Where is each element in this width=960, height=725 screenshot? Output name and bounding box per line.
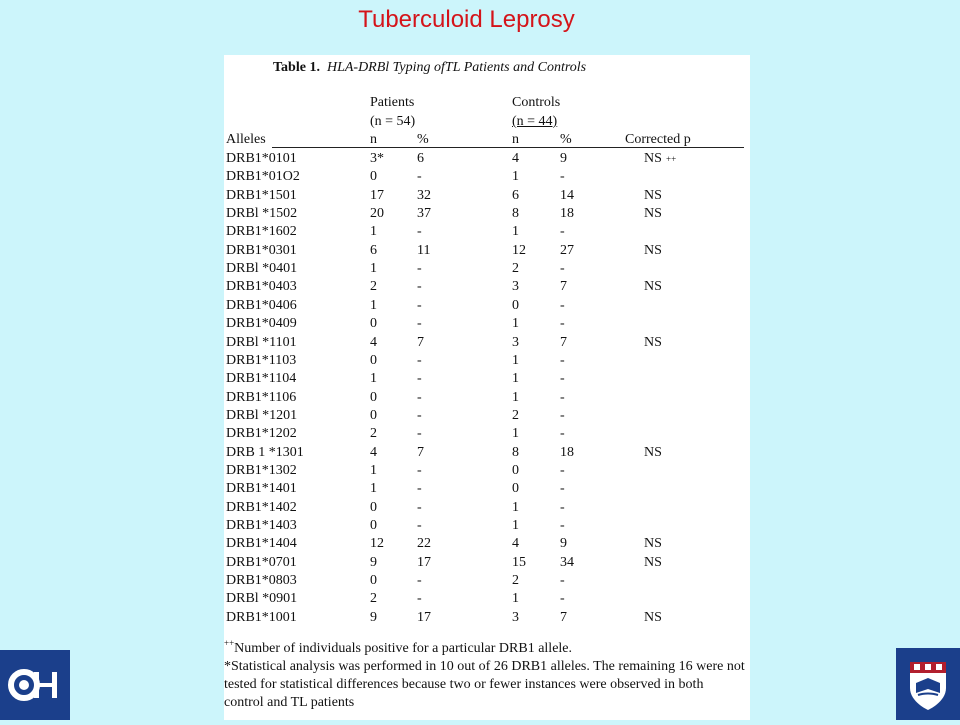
controls-n-cell: 2 bbox=[512, 261, 519, 277]
controls-pct-cell: 34 bbox=[560, 554, 574, 570]
allele-cell: DRB1*1402 bbox=[226, 499, 297, 515]
patients-pct-cell: - bbox=[417, 426, 422, 442]
allele-cell: DRB1*1501 bbox=[226, 187, 297, 203]
allele-cell: DRB 1 *1301 bbox=[226, 444, 304, 460]
corrected-p-header: Corrected p bbox=[625, 132, 691, 147]
patients-pct-cell: 7 bbox=[417, 334, 424, 350]
corrected-p-cell: NS bbox=[644, 279, 662, 295]
allele-cell: DRB1*1106 bbox=[226, 389, 297, 405]
patients-pct-cell: - bbox=[417, 169, 422, 185]
table-row bbox=[224, 261, 750, 279]
controls-n-cell: 4 bbox=[512, 151, 519, 166]
controls-n-cell: 2 bbox=[512, 407, 519, 423]
allele-cell: DRB1*0301 bbox=[226, 242, 297, 258]
controls-n-cell: 8 bbox=[512, 444, 519, 460]
allele-cell: DRBl *0401 bbox=[226, 261, 298, 277]
table-document bbox=[224, 55, 750, 720]
allele-cell: DRB1*0101 bbox=[226, 151, 297, 166]
patients-pct-cell: 17 bbox=[417, 609, 431, 625]
patients-pct-cell: - bbox=[417, 389, 422, 405]
patients-n-cell: 4 bbox=[370, 334, 377, 350]
table-row bbox=[224, 573, 750, 591]
controls-n-cell: 1 bbox=[512, 389, 519, 405]
controls-n-cell: 1 bbox=[512, 316, 519, 332]
controls-n-cell: 3 bbox=[512, 609, 519, 625]
patients-n-cell: 2 bbox=[370, 591, 377, 607]
table-caption bbox=[273, 60, 586, 76]
controls-pct-cell: - bbox=[560, 297, 565, 313]
penn-shield-icon bbox=[896, 648, 960, 720]
patients-pct-cell: - bbox=[417, 462, 422, 478]
controls-pct-cell: - bbox=[560, 169, 565, 185]
patients-n-cell: 2 bbox=[370, 279, 377, 295]
controls-pct-cell: 18 bbox=[560, 206, 574, 222]
table-row bbox=[224, 463, 750, 481]
corrected-p-cell: NS bbox=[644, 151, 662, 166]
controls-pct-cell: - bbox=[560, 371, 565, 387]
patients-n-cell: 0 bbox=[370, 407, 377, 423]
corrected-p-sup: ++ bbox=[666, 154, 677, 164]
table-row bbox=[224, 298, 750, 316]
patients-n-col-header: n bbox=[370, 132, 377, 147]
ch-logo-icon bbox=[0, 650, 70, 720]
controls-pct-cell: 7 bbox=[560, 279, 567, 295]
table-row bbox=[224, 426, 750, 444]
patients-n-cell: 0 bbox=[370, 518, 377, 533]
allele-cell: DRBl *1101 bbox=[226, 334, 297, 350]
controls-n-cell: 3 bbox=[512, 334, 519, 350]
controls-n-cell: 1 bbox=[512, 224, 519, 240]
table-row bbox=[224, 408, 750, 426]
table-row bbox=[224, 169, 750, 187]
corrected-p-cell: NS bbox=[644, 187, 662, 203]
allele-cell: DRB1*0803 bbox=[226, 573, 297, 589]
controls-n-cell: 1 bbox=[512, 169, 519, 185]
patients-pct-cell: 17 bbox=[417, 554, 431, 570]
controls-n-cell: 1 bbox=[512, 371, 519, 387]
corrected-p-cell: NS bbox=[644, 444, 662, 460]
patients-n-cell: 6 bbox=[370, 242, 377, 258]
patients-pct-cell: - bbox=[417, 224, 422, 240]
allele-cell: DRB1*1403 bbox=[226, 518, 297, 533]
patients-n-cell: 0 bbox=[370, 352, 377, 368]
controls-n-cell: 1 bbox=[512, 426, 519, 442]
controls-pct-cell: - bbox=[560, 462, 565, 478]
table-row bbox=[224, 500, 750, 518]
patients-n-cell: 0 bbox=[370, 573, 377, 589]
patients-n-cell: 17 bbox=[370, 187, 384, 203]
patients-pct-cell: - bbox=[417, 573, 422, 589]
allele-cell: DRB1*1404 bbox=[226, 536, 297, 552]
allele-cell: DRB1*1103 bbox=[226, 352, 297, 368]
patients-n-cell: 9 bbox=[370, 554, 377, 570]
controls-pct-cell: 18 bbox=[560, 444, 574, 460]
patients-pct-cell: - bbox=[417, 297, 422, 313]
patients-n-cell: 1 bbox=[370, 371, 377, 387]
patients-n-cell: 0 bbox=[370, 389, 377, 405]
patients-pct-cell: - bbox=[417, 352, 422, 368]
patients-header: Patients bbox=[370, 95, 415, 110]
table-row bbox=[224, 518, 750, 536]
patients-n-cell: 4 bbox=[370, 444, 377, 460]
allele-cell: DRB1*0409 bbox=[226, 316, 297, 332]
patients-n-cell: 12 bbox=[370, 536, 384, 552]
controls-n-cell: 0 bbox=[512, 481, 519, 497]
controls-n-cell: 15 bbox=[512, 554, 526, 570]
controls-n-cell: 1 bbox=[512, 352, 519, 368]
footnote-statistics: *Statistical analysis was performed in 10 out of 26 DRB1 alleles. The remaining 16 were not tested for statistical differences because two or fewer instances were observed in both control and TL patients bbox=[224, 659, 745, 710]
controls-pct-cell: - bbox=[560, 591, 565, 607]
controls-pct-cell: - bbox=[560, 518, 565, 533]
patients-pct-cell: - bbox=[417, 261, 422, 277]
controls-pct-cell: - bbox=[560, 261, 565, 277]
patients-pct-cell: - bbox=[417, 279, 422, 295]
table-row bbox=[224, 481, 750, 499]
controls-n-cell: 0 bbox=[512, 297, 519, 313]
patients-pct-cell: - bbox=[417, 481, 422, 497]
footnote-sup: ++ bbox=[224, 638, 235, 648]
controls-n-cell: 4 bbox=[512, 536, 519, 552]
controls-pct-cell: - bbox=[560, 426, 565, 442]
controls-pct-cell: 9 bbox=[560, 536, 567, 552]
patients-pct-cell: - bbox=[417, 316, 422, 332]
patients-n-cell: 0 bbox=[370, 499, 377, 515]
allele-cell: DRB1*01O2 bbox=[226, 169, 300, 185]
patients-pct-cell: 7 bbox=[417, 444, 424, 460]
patients-pct-cell: 22 bbox=[417, 536, 431, 552]
controls-pct-cell: - bbox=[560, 407, 565, 423]
controls-pct-cell: - bbox=[560, 573, 565, 589]
patients-n-cell: 3* bbox=[370, 151, 384, 166]
controls-n-cell: 3 bbox=[512, 279, 519, 295]
patients-n-cell: 1 bbox=[370, 462, 377, 478]
controls-n-cell: 1 bbox=[512, 499, 519, 515]
patients-n-cell: 1 bbox=[370, 261, 377, 277]
controls-n-cell: 0 bbox=[512, 462, 519, 478]
allele-cell: DRB1*0701 bbox=[226, 554, 297, 570]
controls-header: Controls bbox=[512, 95, 561, 110]
patients-pct-cell: - bbox=[417, 591, 422, 607]
table-row bbox=[224, 188, 750, 206]
table-row bbox=[224, 335, 750, 353]
corrected-p-cell: NS bbox=[644, 242, 662, 258]
controls-pct-cell: - bbox=[560, 389, 565, 405]
controls-pct-cell: 9 bbox=[560, 151, 567, 166]
patients-n-cell: 20 bbox=[370, 206, 384, 222]
controls-n-cell: 1 bbox=[512, 591, 519, 607]
controls-n-cell: 1 bbox=[512, 518, 519, 533]
patients-pct-col-header: % bbox=[417, 132, 429, 147]
patients-n-header: (n = 54) bbox=[370, 114, 416, 129]
footnote-positive bbox=[224, 640, 746, 658]
allele-cell: DRBl *1502 bbox=[226, 206, 298, 222]
allele-cell: DRB1*1302 bbox=[226, 462, 297, 478]
slide-title: Tuberculoid Leprosy bbox=[358, 6, 575, 33]
table-row bbox=[224, 536, 750, 554]
table-row bbox=[224, 206, 750, 224]
table-row bbox=[224, 390, 750, 408]
table-row bbox=[224, 224, 750, 242]
footnote-positive-text: Number of individuals positive for a particular DRB1 allele. bbox=[234, 641, 573, 656]
allele-cell: DRB1*1401 bbox=[226, 481, 297, 497]
allele-cell: DRB1*1202 bbox=[226, 426, 297, 442]
controls-pct-cell: - bbox=[560, 352, 565, 368]
controls-pct-cell: - bbox=[560, 481, 565, 497]
corrected-p-cell: NS bbox=[644, 334, 662, 350]
controls-pct-col-header: % bbox=[560, 132, 572, 147]
patients-pct-cell: - bbox=[417, 499, 422, 515]
allele-cell: DRBl *0901 bbox=[226, 591, 298, 607]
controls-n-cell: 6 bbox=[512, 187, 519, 203]
controls-n-cell: 2 bbox=[512, 573, 519, 589]
patients-pct-cell: - bbox=[417, 407, 422, 423]
corrected-p-cell: NS bbox=[644, 536, 662, 552]
patients-pct-cell: - bbox=[417, 371, 422, 387]
patients-pct-cell: 11 bbox=[417, 242, 431, 258]
controls-pct-cell: - bbox=[560, 316, 565, 332]
controls-pct-cell: 27 bbox=[560, 242, 574, 258]
table-caption-title: HLA-DRBl Typing ofTL Patients and Controls bbox=[326, 60, 587, 75]
controls-n-col-header: n bbox=[512, 132, 519, 147]
controls-n-cell: 8 bbox=[512, 206, 519, 222]
patients-pct-cell: 32 bbox=[417, 187, 431, 203]
controls-pct-cell: 14 bbox=[560, 187, 574, 203]
table-row bbox=[224, 445, 750, 463]
table-row bbox=[224, 353, 750, 371]
allele-cell: DRB1*0406 bbox=[226, 297, 297, 313]
corrected-p-cell: NS bbox=[644, 206, 662, 222]
patients-n-cell: 2 bbox=[370, 426, 377, 442]
allele-cell: DRB1*1602 bbox=[226, 224, 297, 240]
controls-pct-cell: 7 bbox=[560, 609, 567, 625]
controls-n-header: (n = 44) bbox=[512, 114, 558, 129]
controls-pct-cell: 7 bbox=[560, 334, 567, 350]
patients-n-cell: 1 bbox=[370, 297, 377, 313]
header-rule bbox=[272, 147, 744, 148]
ch-logo bbox=[0, 650, 70, 720]
table-row bbox=[224, 371, 750, 389]
allele-cell: DRB1*1104 bbox=[226, 371, 297, 387]
patients-pct-cell: 37 bbox=[417, 206, 431, 222]
patients-n-cell: 1 bbox=[370, 481, 377, 497]
allele-cell: DRB1*0403 bbox=[226, 279, 297, 295]
table-row bbox=[224, 316, 750, 334]
patients-n-cell: 0 bbox=[370, 169, 377, 185]
patients-pct-cell: - bbox=[417, 518, 422, 533]
patients-n-cell: 9 bbox=[370, 609, 377, 625]
allele-cell: DRB1*1001 bbox=[226, 609, 297, 625]
corrected-p-cell: NS bbox=[644, 609, 662, 625]
table-caption-number: Table 1. bbox=[273, 60, 320, 75]
controls-n-cell: 12 bbox=[512, 242, 526, 258]
table-row bbox=[224, 591, 750, 609]
controls-pct-cell: - bbox=[560, 499, 565, 515]
table-row bbox=[224, 555, 750, 573]
penn-logo bbox=[896, 648, 960, 720]
table-row bbox=[224, 610, 750, 628]
controls-pct-cell: - bbox=[560, 224, 565, 240]
patients-n-cell: 0 bbox=[370, 316, 377, 332]
allele-cell: DRBl *1201 bbox=[226, 407, 298, 423]
table-row bbox=[224, 151, 750, 169]
table-row bbox=[224, 243, 750, 261]
table-row bbox=[224, 279, 750, 297]
patients-pct-cell: 6 bbox=[417, 151, 424, 166]
patients-n-cell: 1 bbox=[370, 224, 377, 240]
alleles-header: Alleles bbox=[226, 132, 266, 147]
corrected-p-cell: NS bbox=[644, 554, 662, 570]
